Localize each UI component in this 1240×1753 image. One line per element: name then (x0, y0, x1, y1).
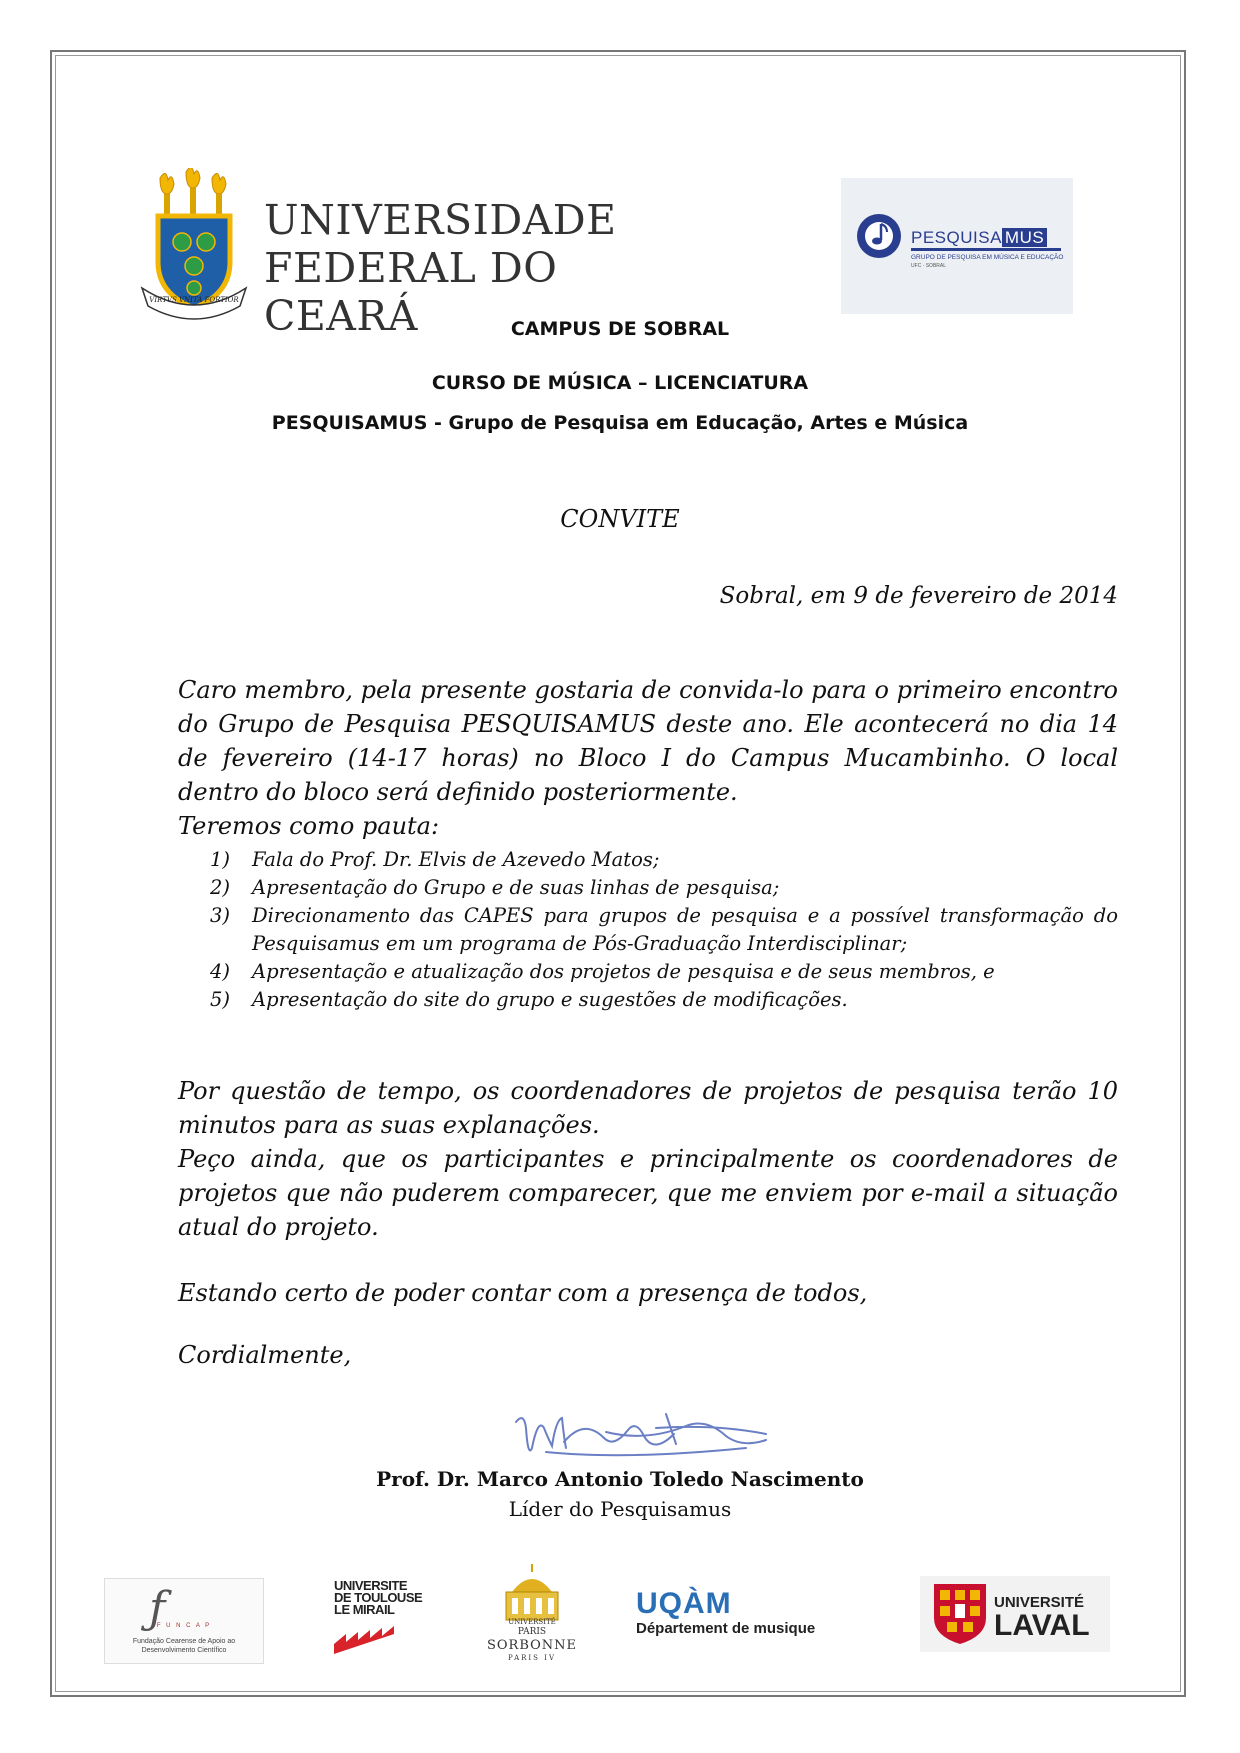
agenda-intro: Teremos como pauta: (178, 812, 440, 840)
list-item (210, 958, 1118, 986)
funcap-logo (104, 1578, 264, 1664)
sorbonne-logo (476, 1562, 588, 1666)
uqam-logo (636, 1588, 816, 1642)
laval-name (994, 1594, 1090, 1641)
list-item-number: 5) (210, 988, 231, 1011)
sorbonne-line1: UNIVERSITÉ (508, 1618, 556, 1626)
funcap-subtitle-line2: Desenvolvimento Científico (141, 1647, 227, 1654)
list-item-number: 3) (210, 904, 231, 927)
laval-line1: UNIVERSITÉ (994, 1594, 1085, 1611)
toulouse-line1: UNIVERSITE (334, 1578, 408, 1593)
campus-heading: CAMPUS DE SOBRAL (510, 318, 730, 340)
list-item-text: Apresentação do Grupo e de suas linhas de pesquisa; (252, 876, 780, 899)
crest-motto: VIRTVS VNITA FORTIOR (149, 296, 239, 304)
pesquisamus-tiny: UFC · SOBRAL (911, 263, 947, 269)
university-name-line1: UNIVERSIDADE (264, 196, 617, 244)
list-item-text: Direcionamento das CAPES para grupos de pesquisa e a possível transformação do Pesquisamus em um programa de Pós-Graduação Interdisciplinar; (252, 904, 1118, 955)
sorbonne-line4: PARIS IV (508, 1654, 556, 1662)
university-name-line2: FEDERAL DO CEARÁ (264, 244, 558, 340)
list-item-text: Apresentação do site do grupo e sugestões de modificações. (252, 988, 848, 1011)
pesquisamus-wordmark-part1: PESQUISA (911, 228, 1002, 247)
list-item (210, 874, 1118, 902)
list-item (210, 846, 1118, 874)
sorbonne-line3: SORBONNE (486, 1638, 578, 1653)
music-note-icon (855, 212, 903, 260)
funcap-subtitle-line1: Fundação Cearense de Apoio ao (132, 1638, 236, 1645)
closing-line: Estando certo de poder contar com a presença de todos, (178, 1279, 868, 1307)
uqam-name: UQÀM (636, 1587, 732, 1620)
toulouse-name (334, 1580, 424, 1616)
letter-paragraph-1: Caro membro, pela presente gostaria de convida-lo para o primeiro encontro do Grupo de Pesquisa PESQUISAMUS deste ano. Ele acontecerá no dia 14 de fevereiro (14-17 horas) no Bloco I do Campus Mucambinho. O local dentro do bloco será definido posteriormente. (178, 676, 1118, 806)
letter-title: CONVITE (560, 505, 680, 533)
signer-name: Prof. Dr. Marco Antonio Toledo Nascimento (376, 1467, 864, 1491)
list-item-text: Fala do Prof. Dr. Elvis de Azevedo Matos; (252, 848, 660, 871)
agenda-list (210, 846, 1118, 1014)
list-item-number: 4) (210, 960, 231, 983)
group-heading: PESQUISAMUS - Grupo de Pesquisa em Educação, Artes e Música (271, 412, 969, 434)
toulouse-stripes-icon (334, 1616, 424, 1656)
signer-role: Líder do Pesquisamus (508, 1497, 732, 1521)
pesquisamus-subtitle: GRUPO DE PESQUISA EM MÚSICA E EDUCAÇÃO (911, 254, 1064, 261)
list-item-number: 2) (210, 876, 231, 899)
list-item-number: 1) (210, 848, 231, 871)
ufc-crest-icon (138, 168, 250, 326)
letter-paragraph-3: Peço ainda, que os participantes e principalmente os coordenadores de projetos que não puderem comparecer, que me enviem por e-mail a situação atual do projeto. (178, 1145, 1118, 1241)
toulouse-line2: DE TOULOUSE (334, 1590, 423, 1605)
laval-logo (920, 1576, 1110, 1652)
list-item-text: Apresentação e atualização dos projetos de pesquisa e de seus membros, e (252, 960, 995, 983)
toulouse-line3: LE MIRAIL (334, 1602, 395, 1617)
pesquisamus-logo (841, 178, 1073, 314)
sorbonne-dome-icon (476, 1562, 588, 1624)
pesquisamus-wordmark-part2: MUS (1002, 228, 1047, 247)
signature-image (506, 1402, 786, 1474)
laval-shield-icon (932, 1582, 988, 1646)
course-heading: CURSO DE MÚSICA – LICENCIATURA (431, 372, 809, 394)
letter-paragraph-2: Por questão de tempo, os coordenadores de projetos de pesquisa terão 10 minutos para as suas explanações. (178, 1077, 1118, 1139)
valediction: Cordialmente, (178, 1341, 352, 1369)
list-item (210, 902, 1118, 958)
list-item (210, 986, 1118, 1014)
dateline: Sobral, em 9 de fevereiro de 2014 (719, 583, 1118, 609)
funcap-subtitle (105, 1637, 263, 1655)
funcap-name: F U N C A P (156, 1623, 212, 1629)
laval-line2: LAVAL (994, 1609, 1090, 1642)
funcap-symbol-icon: ƒ (149, 1583, 166, 1634)
pesquisamus-bar (911, 248, 1061, 251)
toulouse-logo (334, 1580, 424, 1656)
uqam-department: Département de musique (636, 1620, 816, 1637)
pesquisamus-wordmark (911, 228, 1047, 248)
sorbonne-line2: PARIS (517, 1627, 547, 1637)
